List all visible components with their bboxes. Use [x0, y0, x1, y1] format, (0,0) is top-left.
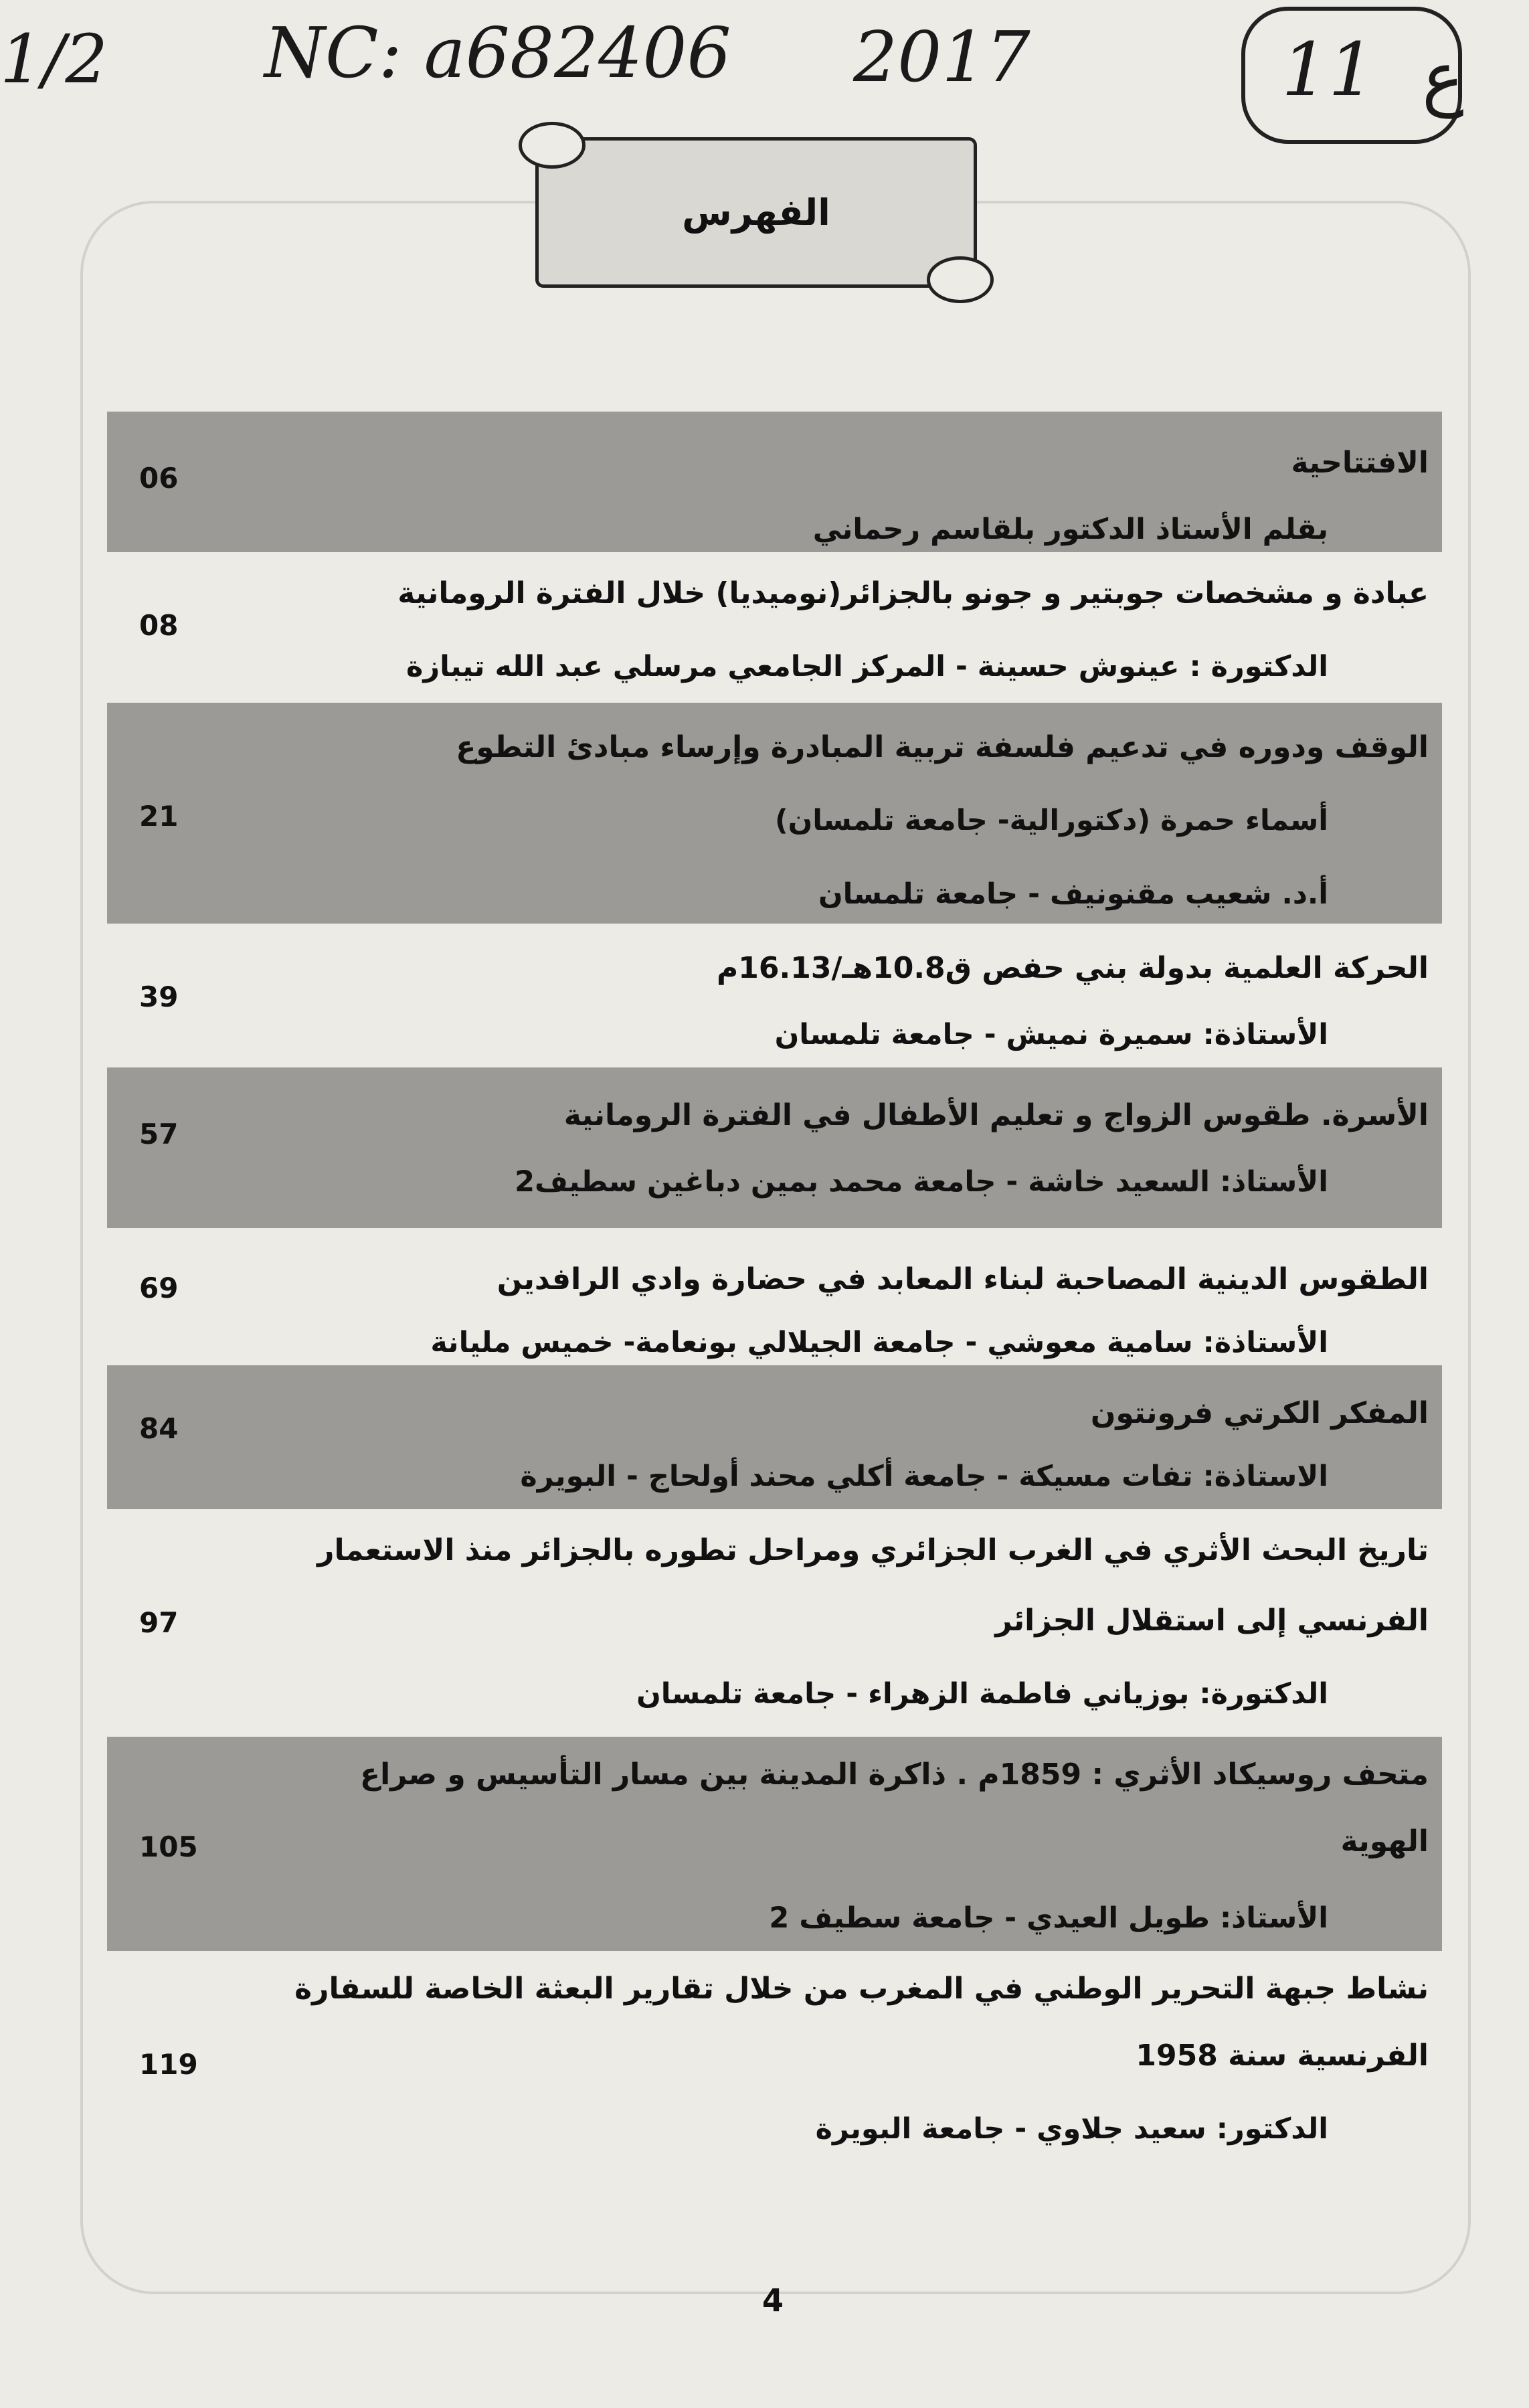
- toc-entry: [107, 1365, 1442, 1509]
- toc-entry-title: الافتتاحية: [1291, 446, 1429, 480]
- toc-entry-author: الدكتورة: بوزياني فاطمة الزهراء - جامعة تلمسان: [636, 1677, 1328, 1711]
- toc-entry-title: متحف روسيكاد الأثري : 1859م . ذاكرة المدينة بين مسار التأسيس و صراع: [360, 1757, 1429, 1792]
- toc-entry: [107, 924, 1442, 1067]
- toc-entry-page-number: 06: [139, 462, 179, 495]
- toc-entry: [107, 703, 1442, 924]
- table-of-contents: [107, 412, 1442, 2148]
- toc-entry-title: الوقف ودوره في تدعيم فلسفة تربية المبادرة وإرساء مبادئ التطوع: [456, 730, 1429, 764]
- toc-entry: [107, 1509, 1442, 1737]
- toc-entry-title: المفكر الكرتي فرونتون: [1090, 1396, 1429, 1430]
- toc-entry-title: الطقوس الدينية المصاحبة لبناء المعابد في حضارة وادي الرافدين: [497, 1262, 1429, 1296]
- toc-entry-page-number: 84: [139, 1412, 179, 1445]
- toc-entry-title: عبادة و مشخصات جوبتير و جونو بالجزائر(نوميديا) خلال الفترة الرومانية: [397, 576, 1429, 610]
- toc-entry: [107, 412, 1442, 552]
- toc-entry-title: نشاط جبهة التحرير الوطني في المغرب من خلال تقارير البعثة الخاصة للسفارة: [294, 1972, 1429, 2006]
- toc-entry-title: تاريخ البحث الأثري في الغرب الجزائري ومراحل تطوره بالجزائر منذ الاستعمار: [317, 1533, 1429, 1567]
- toc-entry-page-number: 21: [139, 800, 179, 833]
- index-title: الفهرس: [682, 191, 830, 234]
- toc-entry-author: الأستاذ: السعيد خاشة - جامعة محمد بمين دباغين سطيف2: [515, 1165, 1328, 1199]
- toc-entry-title: الهوية: [1340, 1824, 1429, 1859]
- toc-entry-author: بقلم الأستاذ الدكتور بلقاسم رحماني: [812, 513, 1328, 546]
- toc-entry-page-number: 08: [139, 609, 179, 642]
- toc-entry-author: الأستاذ: طويل العيدي - جامعة سطيف 2: [769, 1901, 1328, 1935]
- toc-entry-page-number: 69: [139, 1272, 179, 1304]
- toc-entry-author: أ.د. شعيب مقنونيف - جامعة تلمسان: [818, 877, 1328, 911]
- toc-entry-author: الاستاذة: تفات مسيكة - جامعة أكلي محند أولحاج - البويرة: [520, 1460, 1328, 1493]
- toc-entry-title: الفرنسي إلى استقلال الجزائر: [995, 1604, 1429, 1638]
- handwritten-issue-number: 11: [1281, 27, 1375, 112]
- toc-entry-author: الدكتور: سعيد جلاوي - جامعة البويرة: [815, 2112, 1328, 2146]
- toc-entry-author: أسماء حمرة (دكتورالية- جامعة تلمسان): [774, 804, 1328, 837]
- toc-entry-author: الأستاذة: سميرة نميش - جامعة تلمسان: [774, 1018, 1328, 1051]
- toc-entry: [107, 1228, 1442, 1365]
- toc-entry: [107, 1067, 1442, 1228]
- index-title-banner: [535, 137, 977, 288]
- toc-entry-title: الحركة العلمية بدولة بني حفص ق10.8هـ/16.13م: [717, 951, 1429, 985]
- handwritten-year: 2017: [853, 16, 1030, 98]
- toc-entry-author: الدكتورة : عينوش حسينة - المركز الجامعي مرسلي عبد الله تيبازة: [406, 650, 1328, 683]
- toc-entry-title: الأسرة. طقوس الزواج و تعليم الأطفال في الفترة الرومانية: [563, 1098, 1429, 1132]
- toc-entry-page-number: 105: [139, 1830, 198, 1863]
- toc-entry: [107, 1951, 1442, 2148]
- toc-entry-page-number: 97: [139, 1606, 179, 1639]
- handwritten-fraction: 1/2: [0, 20, 108, 98]
- handwritten-reference: NC: a682406: [264, 12, 731, 94]
- toc-entry: [107, 1737, 1442, 1951]
- toc-entry: [107, 552, 1442, 703]
- toc-entry-page-number: 119: [139, 2048, 198, 2081]
- toc-entry-page-number: 39: [139, 980, 179, 1013]
- page-number: 4: [761, 2282, 784, 2318]
- handwritten-letter: ع: [1422, 37, 1464, 118]
- toc-entry-title: الفرنسية سنة 1958: [1136, 2039, 1429, 2073]
- toc-entry-page-number: 57: [139, 1118, 179, 1150]
- toc-entry-author: الأستاذة: سامية معوشي - جامعة الجيلالي بونعامة- خميس مليانة: [430, 1326, 1328, 1359]
